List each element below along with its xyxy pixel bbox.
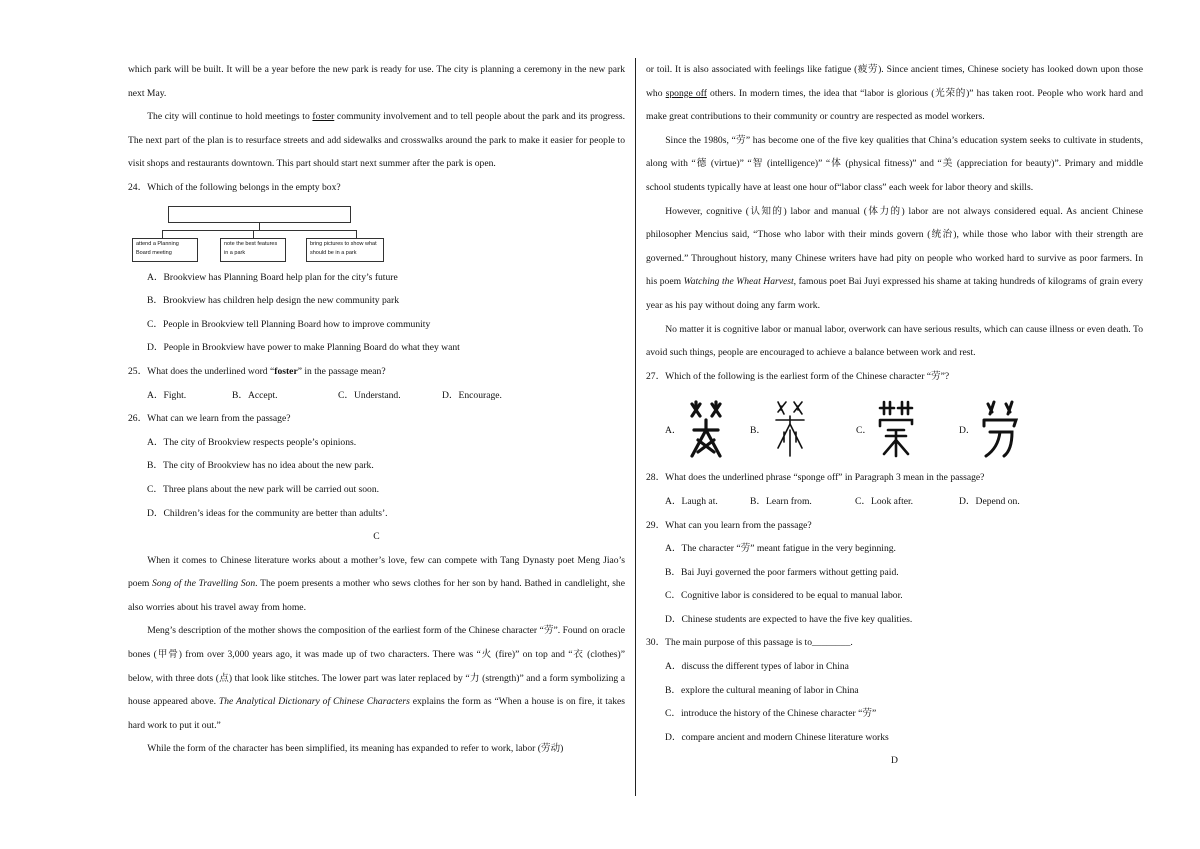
question-24: 24．Which of the following belongs in the empty box?	[128, 181, 341, 193]
question-25: 25．What does the underlined word “foster” in the passage mean?	[128, 365, 386, 377]
option: A．Brookview has Planning Board help plan for the city’s future	[147, 271, 398, 283]
paragraph: While the form of the character has been simplified, its meaning has expanded to refer to work, labor (劳动)	[147, 743, 564, 755]
empty-box	[168, 206, 351, 223]
option: A．The character “劳” meant fatigue in the very beginning.	[665, 543, 896, 555]
diagram-box: note the best features in a park	[220, 238, 286, 262]
q25-options	[128, 384, 625, 408]
section-heading-c: C	[373, 531, 380, 543]
option: C．Three plans about the new park will be carried out soon.	[147, 483, 380, 495]
paragraph: When it comes to Chinese literature works about a mother’s love, few can compete with Tang Dynasty poet Meng Jiao’s poem Song of the Travelling Son. The poem presents a mother who sews clothes for her son by hand. Bathed in candlelight, she also worries about his travel away from home.	[128, 554, 625, 613]
diagram-box: attend a Planning Board meeting	[132, 238, 198, 262]
paragraph: No matter it is cognitive labor or manual labor, overwork can have serious results, which can cause illness or even death. To avoid such things, people are encouraged to achieve a balance between work and rest.	[646, 323, 1143, 359]
option: D．Chinese students are expected to have the five key qualities.	[665, 613, 913, 625]
right-column	[646, 58, 1143, 773]
q28-options	[646, 490, 1143, 514]
option: B．The city of Brookview has no idea about the new park.	[147, 460, 374, 472]
option: D．Depend on.	[959, 495, 1020, 507]
clerical-glyph-icon	[980, 400, 1020, 460]
q24-diagram	[128, 200, 625, 264]
glyph-option-a: A．	[665, 400, 726, 460]
option: A．Fight.	[147, 389, 187, 401]
paragraph: or toil. It is also associated with feelings like fatigue (疲劳). Since ancient times, Chinese society has looked down upon those who sponge off others. In modern times, the idea that “labor is glorious (光荣的)” has taken root. People who work hard and make great contributions to their community or country are respected as model workers.	[646, 64, 1143, 123]
option: C．Understand.	[338, 389, 401, 401]
option: C．Look after.	[855, 495, 914, 507]
option: B．Brookview has children help design the new community park	[147, 295, 400, 307]
option: B．Learn from.	[750, 495, 812, 507]
question-30: 30．The main purpose of this passage is to________.	[646, 637, 853, 649]
option: D．Encourage.	[442, 389, 502, 401]
option: C．introduce the history of the Chinese character “劳”	[665, 708, 877, 720]
question-29: 29．What can you learn from the passage?	[646, 519, 812, 531]
paragraph: Since the 1980s, “劳” has become one of the five key qualities that China’s education system seeks to cultivate in students, along with “德 (virtue)” “智 (intelligence)” “体 (physical fitness)” and “美 (appreciation for beauty)”. Primary and middle school students typically have at least one hour of“labor class” each week for labor theory and skills.	[646, 134, 1143, 193]
glyph-option-b: B．	[750, 400, 810, 460]
option: B．Bai Juyi governed the poor farmers without getting paid.	[665, 566, 899, 578]
bronze-glyph-icon	[770, 400, 810, 460]
option: B．Accept.	[232, 389, 278, 401]
option: D．compare ancient and modern Chinese literature works	[665, 731, 889, 743]
seal-glyph-icon	[876, 400, 916, 460]
question-28: 28．What does the underlined phrase “sponge off” in Paragraph 3 mean in the passage?	[646, 472, 985, 484]
glyph-option-d: D．	[959, 400, 1020, 460]
option: C．People in Brookview tell Planning Board how to improve community	[147, 318, 431, 330]
oracle-glyph-icon	[686, 400, 726, 460]
paragraph: The city will continue to hold meetings to foster community involvement and to tell people about the park and its progress. The next part of the plan is to resurface streets and add sidewalks and crosswalks around the park to make it easier for people to visit shops and restaurants downtown. This part should start next summer after the park is open.	[128, 111, 625, 170]
diagram-box: bring pictures to show what should be in a park	[306, 238, 384, 262]
option: A．The city of Brookview respects people’s opinions.	[147, 436, 357, 448]
question-27: 27．Which of the following is the earliest form of the Chinese character “劳”?	[646, 370, 950, 382]
option: D．Children’s ideas for the community are better than adults’.	[147, 507, 388, 519]
paragraph: Meng’s description of the mother shows the composition of the earliest form of the Chinese character “劳”. Found on oracle bones (甲骨) from over 3,000 years ago, it was made up of two characters. There was “火 (fire)” on top and “衣 (clothes)” below, with three dots (点) that look like stitches. The lower part was later replaced by “力 (strength)” and a form symbolizing a house appeared above. The Analytical Dictionary of Chinese Characters explains the form as “When a house is on fire, it takes hard work to put it out.”	[128, 625, 625, 731]
paragraph: However, cognitive (认知的) labor and manual (体力的) labor are not always considered equal. As ancient Chinese philosopher Mencius said, “Those who labor with their minds govern (统治), while those who labor with their strength are governed.” Throughout history, many Chinese writers have had pity on people who worked hard to survive as poor farmers. In his poem Watching the Wheat Harvest, famous poet Bai Juyi expressed his shame at taking hundreds of kilograms of grain every year as his pay without doing any farm work.	[646, 205, 1144, 311]
left-column	[128, 58, 625, 761]
underlined-phrase-sponge-off: sponge off	[665, 87, 707, 99]
underlined-word-foster: foster	[312, 111, 335, 123]
option: B．explore the cultural meaning of labor in China	[665, 684, 859, 696]
option: A．discuss the different types of labor in China	[665, 661, 849, 673]
option: C．Cognitive labor is considered to be equal to manual labor.	[665, 590, 903, 602]
question-26: 26．What can we learn from the passage?	[128, 413, 291, 425]
glyph-option-c: C．	[856, 400, 916, 460]
option: D．People in Brookview have power to make Planning Board do what they want	[147, 342, 460, 354]
q27-glyph-options	[646, 388, 1143, 466]
option: A．Laugh at.	[665, 495, 718, 507]
paragraph: which park will be built. It will be a year before the new park is ready for use. The city is planning a ceremony in the new park next May.	[128, 64, 625, 99]
section-heading-d: D	[891, 755, 898, 767]
column-divider	[635, 58, 636, 796]
